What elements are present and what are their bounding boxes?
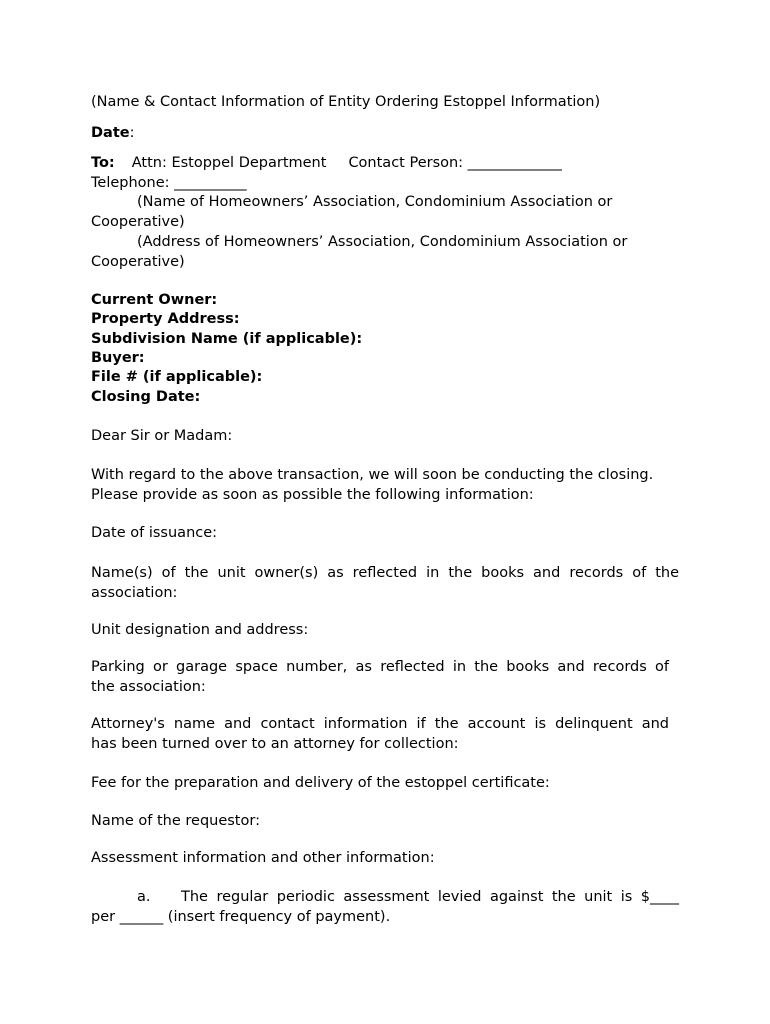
item-a-marker: a. bbox=[137, 889, 151, 905]
association-address-line-1: (Address of Homeowners’ Association, Condominium Association or bbox=[137, 234, 628, 250]
intro-line-1: With regard to the above transaction, we will soon be conducting the closing. bbox=[91, 467, 654, 483]
unit-designation-label: Unit designation and address: bbox=[91, 622, 309, 638]
subdivision-name-label: Subdivision Name (if applicable): bbox=[91, 331, 363, 347]
unit-owners-line-2: association: bbox=[91, 585, 178, 601]
ordering-entity-line: (Name & Contact Information of Entity Ordering Estoppel Information) bbox=[91, 94, 601, 110]
unit-owners-line-1: Name(s) of the unit owner(s) as reflected in the books and records of the bbox=[91, 565, 679, 581]
to-label: To: bbox=[91, 155, 115, 171]
attorney-line-1: Attorney's name and contact information if the account is delinquent and bbox=[91, 716, 669, 732]
parking-line-1: Parking or garage space number, as reflected in the books and records of bbox=[91, 659, 669, 675]
requestor-label: Name of the requestor: bbox=[91, 813, 260, 829]
date-label: Date bbox=[91, 125, 130, 141]
file-number-label: File # (if applicable): bbox=[91, 369, 263, 385]
association-name-line-2: Cooperative) bbox=[91, 214, 185, 230]
attn-text: Attn: Estoppel Department bbox=[131, 155, 327, 171]
property-address-label: Property Address: bbox=[91, 311, 240, 327]
buyer-label: Buyer: bbox=[91, 350, 145, 366]
to-line bbox=[91, 154, 562, 173]
item-a-line-1: The regular periodic assessment levied against the unit is $____ bbox=[181, 889, 679, 905]
fee-label: Fee for the preparation and delivery of the estoppel certificate: bbox=[91, 775, 550, 791]
date-colon: : bbox=[129, 125, 135, 141]
date-of-issuance-label: Date of issuance: bbox=[91, 525, 218, 541]
association-address-line-2: Cooperative) bbox=[91, 254, 185, 270]
salutation: Dear Sir or Madam: bbox=[91, 428, 233, 444]
assessment-heading: Assessment information and other information: bbox=[91, 850, 435, 866]
current-owner-label: Current Owner: bbox=[91, 292, 218, 308]
closing-date-label: Closing Date: bbox=[91, 389, 201, 405]
contact-person-field: Contact Person: _____________ bbox=[348, 155, 562, 171]
item-a-line-2: per ______ (insert frequency of payment). bbox=[91, 909, 391, 925]
parking-line-2: the association: bbox=[91, 679, 206, 695]
association-name-line-1: (Name of Homeowners’ Association, Condominium Association or bbox=[137, 194, 613, 210]
intro-line-2: Please provide as soon as possible the following information: bbox=[91, 487, 534, 503]
date-line bbox=[91, 124, 134, 143]
telephone-field: Telephone: __________ bbox=[91, 175, 247, 191]
attorney-line-2: has been turned over to an attorney for collection: bbox=[91, 736, 459, 752]
